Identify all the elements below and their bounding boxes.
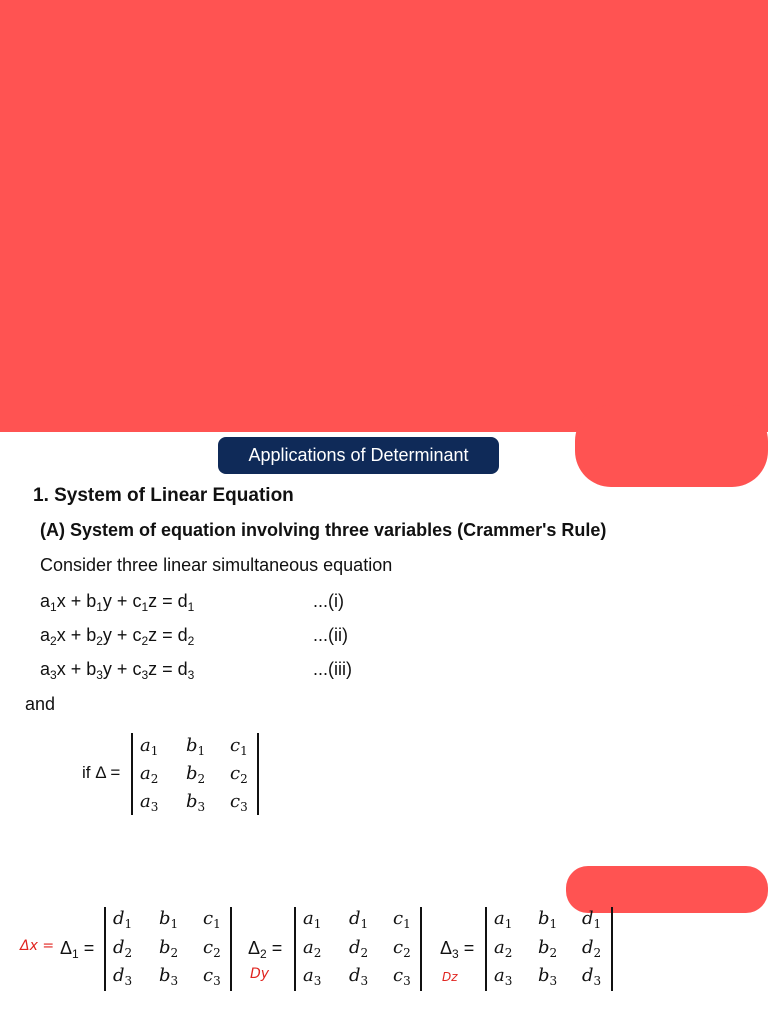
equation-2: $a_2x + b_2y + c_2z = d_2$: [40, 625, 195, 648]
delta3-cell: $b_3$: [538, 965, 558, 988]
determinant-bar-right: [611, 907, 613, 991]
delta1-cell: $c_3$: [203, 965, 221, 988]
delta1-cell: $c_1$: [203, 908, 221, 931]
delta3-cell: $a_1$: [494, 908, 513, 931]
delta3-cell: $b_1$: [538, 908, 558, 931]
equation-3-tag: ...(iii): [313, 659, 352, 679]
delta1-cell: $d_1$: [113, 908, 133, 931]
delta-cell: $c_1$: [230, 735, 248, 758]
delta-cell: $a_3$: [140, 791, 159, 814]
delta2-cell: $c_2$: [393, 937, 411, 960]
handwritten-dz: Dz: [442, 970, 458, 984]
determinant-bar-left: [131, 733, 133, 815]
delta1-cell: $b_1$: [159, 908, 179, 931]
section-subheading: (A) System of equation involving three variables (Crammer's Rule): [40, 520, 607, 540]
delta1-cell: $b_2$: [159, 937, 179, 960]
delta-cell: $b_1$: [186, 735, 206, 758]
redaction-blob-lower: [566, 866, 768, 913]
delta1-cell: $c_2$: [203, 937, 221, 960]
handwritten-dy: Dy: [250, 966, 270, 982]
delta3-cell: $d_2$: [582, 937, 602, 960]
delta1-cell: $b_3$: [159, 965, 179, 988]
equation-1-tag: ...(i): [313, 591, 344, 611]
delta3-cell: $a_3$: [494, 965, 513, 988]
delta1-label: $\Delta_1$ =: [60, 938, 95, 961]
delta2-cell: $d_2$: [349, 937, 369, 960]
equation-2-tag: ...(ii): [313, 625, 348, 645]
delta2-cell: $a_3$: [303, 965, 322, 988]
delta-label: if Δ =: [82, 763, 121, 782]
delta1-cell: $d_3$: [113, 965, 133, 988]
delta-cell: $c_2$: [230, 763, 248, 786]
redaction-block-top: [0, 0, 768, 432]
delta3-cell: $b_2$: [538, 937, 558, 960]
section-heading: 1. System of Linear Equation: [33, 485, 294, 506]
delta1-cell: $d_2$: [113, 937, 133, 960]
delta2-label: $\Delta_2$ =: [248, 938, 283, 961]
delta2-cell: $d_1$: [349, 908, 369, 931]
page-title: Applications of Determinant: [248, 445, 469, 465]
delta-cell: $b_2$: [186, 763, 206, 786]
delta-cell: $a_1$: [140, 735, 159, 758]
delta3-cell: $d_3$: [582, 965, 602, 988]
equation-1: $a_1x + b_1y + c_1z = d_1$: [40, 591, 195, 614]
delta2-cell: $a_2$: [303, 937, 322, 960]
page-title-banner: [218, 437, 499, 474]
determinant-bar-left: [294, 907, 296, 991]
delta2-cell: $c_1$: [393, 908, 411, 931]
delta2-cell: $a_1$: [303, 908, 322, 931]
connector-and: and: [25, 694, 56, 714]
determinant-bar-right: [230, 907, 232, 991]
delta-cell: $c_3$: [230, 791, 248, 814]
delta3-label: $\Delta_3$ =: [440, 938, 475, 961]
delta2-cell: $c_3$: [393, 965, 411, 988]
delta2-cell: $d_3$: [349, 965, 369, 988]
delta3-cell: $d_1$: [582, 908, 602, 931]
delta-cell: $b_3$: [186, 791, 206, 814]
equation-3: $a_3x + b_3y + c_3z = d_3$: [40, 659, 195, 682]
determinant-bar-left: [104, 907, 106, 991]
intro-text: Consider three linear simultaneous equation: [40, 555, 393, 575]
determinant-bar-left: [485, 907, 487, 991]
delta-cell: $a_2$: [140, 763, 159, 786]
handwritten-delta-x: Δx =: [20, 938, 55, 954]
determinant-bar-right: [257, 733, 259, 815]
determinant-bar-right: [420, 907, 422, 991]
redaction-blob-right: [575, 405, 768, 487]
delta3-cell: $a_2$: [494, 937, 513, 960]
